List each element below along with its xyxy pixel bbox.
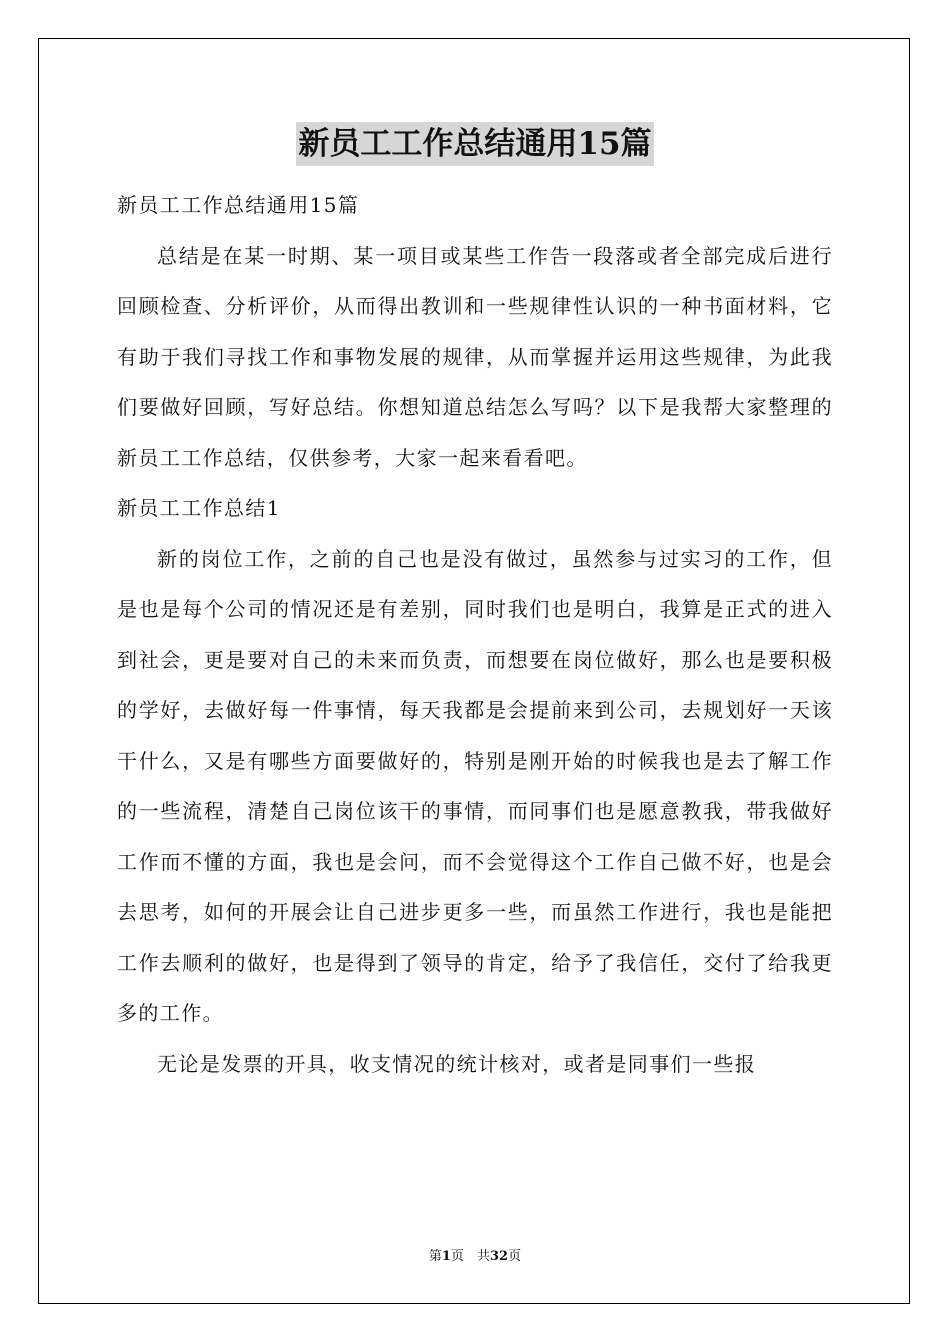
title-wrap [117, 122, 833, 166]
body-paragraph-2: 无论是发票的开具，收支情况的统计核对，或者是同事们一些报 [157, 1051, 757, 1076]
document-subtitle: 新员工工作总结通用15篇 [117, 193, 360, 217]
intro-paragraph: 总结是在某一时期、某一项目或某些工作告一段落或者全部完成后进行回顾检查、分析评价，从而得出教训和一些规律性认识的一种书面材料，它有助于我们寻找工作和事物发展的规律，从而掌握并运用这些规律，为此我们要做好回顾，写好总结。你想知道总结怎么写吗？以下是我帮大家整理的新员工工作总结，仅供参考，大家一起来看看吧。 [117, 243, 833, 470]
footer-prefix: 第 [428, 1249, 442, 1264]
document-title: 新员工工作总结通用15篇 [296, 122, 653, 166]
footer-mid: 页 共 [450, 1249, 490, 1264]
section-heading: 新员工工作总结1 [117, 496, 281, 520]
footer-page-number: 1 [441, 1249, 451, 1264]
page-footer [0, 1245, 950, 1264]
footer-suffix: 页 [508, 1249, 522, 1264]
document-body [117, 122, 833, 1089]
body-paragraph-1: 新的岗位工作，之前的自己也是没有做过，虽然参与过实习的工作，但是也是每个公司的情况还是有差别，同时我们也是明白，我算是正式的进入到社会，更是要对自己的未来而负责，而想要在岗位做好，那么也是要积极的学好，去做好每一件事情，每天我都是会提前来到公司，去规划好一天该干什么，又是有哪些方面要做好的，特别是刚开始的时候我也是去了解工作的一些流程，清楚自己岗位该干的事情，而同事们也是愿意教我，带我做好工作而不懂的方面，我也是会问，而不会觉得这个工作自己做不好，也是会去思考，如何的开展会让自己进步更多一些，而虽然工作进行，我也是能把工作去顺利的做好，也是得到了领导的肯定，给予了我信任，交付了给我更多的工作。 [117, 546, 833, 1025]
footer-total-pages: 32 [489, 1249, 509, 1264]
